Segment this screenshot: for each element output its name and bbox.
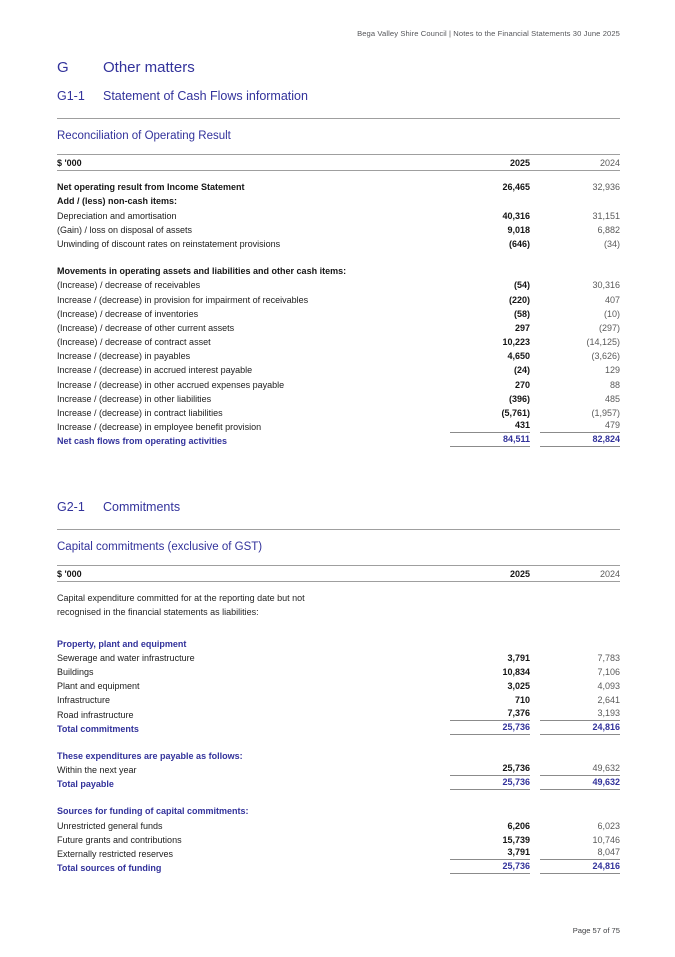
table-row xyxy=(57,179,620,193)
table-row xyxy=(57,362,620,376)
section-code: G xyxy=(57,59,69,76)
capital-table-title: Capital commitments (exclusive of GST) xyxy=(57,541,263,554)
document-header: Bega Valley Shire Council | Notes to the Financial Statements 30 June 2025 xyxy=(357,29,620,38)
row-label: Future grants and contributions xyxy=(57,834,182,845)
row-label: Net operating result from Income Statement xyxy=(57,182,245,193)
row-label: Infrastructure xyxy=(57,695,111,706)
recon-table-body xyxy=(57,171,620,447)
table-row xyxy=(57,376,620,390)
value-2025: (54) xyxy=(513,280,530,291)
value-2025: (220) xyxy=(508,294,530,305)
value-2025: 3,791 xyxy=(450,847,530,860)
recon-table-header xyxy=(57,154,620,171)
value-2024: (1,957) xyxy=(591,408,620,418)
section-title: Commitments xyxy=(103,500,181,515)
value-2024: 49,632 xyxy=(540,763,620,776)
value-2025: 6,206 xyxy=(507,820,530,831)
value-2025: 3,791 xyxy=(507,652,530,663)
value-2025: 25,736 xyxy=(450,777,530,790)
value-2025: 10,834 xyxy=(502,666,530,677)
value-2025: 297 xyxy=(514,322,530,333)
table-row xyxy=(57,291,620,305)
column-2025: 2025 xyxy=(509,568,530,579)
row-label: Increase / (decrease) in contract liabilities xyxy=(57,408,223,418)
value-2025: (396) xyxy=(508,393,530,404)
table-row xyxy=(57,832,620,846)
value-2024: 129 xyxy=(604,365,620,376)
value-2025: 710 xyxy=(514,695,530,706)
value-2024: 3,193 xyxy=(540,708,620,721)
table-row xyxy=(57,776,620,790)
recon-table-title: Reconciliation of Operating Result xyxy=(57,130,231,142)
table-row xyxy=(57,334,620,348)
row-label: (Increase) / decrease of other current assets xyxy=(57,322,235,333)
table-row xyxy=(57,678,620,692)
section-heading-g xyxy=(57,59,620,76)
page-number: Page 57 of 75 xyxy=(572,926,620,935)
value-2025: 25,736 xyxy=(450,763,530,776)
value-2024: 32,936 xyxy=(592,182,620,193)
value-2024: 8,047 xyxy=(540,847,620,860)
table-row xyxy=(57,207,620,221)
row-label: Plant and equipment xyxy=(57,681,140,692)
value-2025: 25,736 xyxy=(450,861,530,874)
value-2025: (646) xyxy=(508,238,530,249)
table-row xyxy=(57,748,620,762)
row-label: Increase / (decrease) in accrued interest payable xyxy=(57,365,253,376)
section-heading-g1-1 xyxy=(57,89,620,103)
row-label: Increase / (decrease) in other liabilities xyxy=(57,393,212,404)
value-2024: 7,106 xyxy=(597,666,620,677)
value-2024: (34) xyxy=(603,238,620,249)
table-row xyxy=(57,803,620,817)
divider xyxy=(57,529,620,530)
row-label: Increase / (decrease) in provision for impairment of receivables xyxy=(57,294,309,305)
table-row xyxy=(57,706,620,720)
value-2024: 10,746 xyxy=(592,834,620,845)
value-2024: 82,824 xyxy=(540,434,620,447)
column-2024: 2024 xyxy=(599,568,620,579)
row-label: Road infrastructure xyxy=(57,709,134,720)
value-2025: 431 xyxy=(450,420,530,433)
table-row xyxy=(57,277,620,291)
value-2025: 25,736 xyxy=(450,722,530,735)
value-2024: 485 xyxy=(604,393,620,404)
section-code: G1-1 xyxy=(57,89,85,103)
value-2024: 479 xyxy=(540,420,620,433)
table-row xyxy=(57,222,620,236)
table-row xyxy=(57,193,620,207)
row-label: Total sources of funding xyxy=(57,863,162,874)
row-label: (Increase) / decrease of contract asset xyxy=(57,337,211,348)
table-row xyxy=(57,664,620,678)
row-label: Depreciation and amortisation xyxy=(57,210,177,221)
section-title: Statement of Cash Flows information xyxy=(103,89,308,103)
value-2025: (24) xyxy=(513,365,530,376)
row-label: Sewerage and water infrastructure xyxy=(57,652,195,663)
value-2025: 84,511 xyxy=(450,434,530,447)
row-label: Unrestricted general funds xyxy=(57,820,163,831)
row-label: Increase / (decrease) in other accrued expenses payable xyxy=(57,379,285,390)
table-row xyxy=(57,635,620,649)
table-row xyxy=(57,846,620,860)
table-row xyxy=(57,348,620,362)
value-2025: 26,465 xyxy=(502,182,530,193)
capital-note-line2: recognised in the financial statements as liabilities: xyxy=(57,606,259,617)
row-label: Property, plant and equipment xyxy=(57,638,187,649)
row-label: Increase / (decrease) in employee benefit provision xyxy=(57,422,262,433)
row-label: Externally restricted reserves xyxy=(57,849,174,859)
value-2024: 49,632 xyxy=(540,777,620,790)
row-label: Buildings xyxy=(57,666,94,677)
table-row xyxy=(57,405,620,419)
value-2024: 30,316 xyxy=(592,280,620,291)
capital-table-header xyxy=(57,565,620,582)
value-2024: 6,882 xyxy=(597,224,620,235)
table-row xyxy=(57,692,620,706)
value-2025: 7,376 xyxy=(450,708,530,721)
value-2024: 7,783 xyxy=(597,652,620,663)
value-2025: 10,223 xyxy=(502,337,530,348)
value-2024: 407 xyxy=(604,294,620,305)
row-label: These expenditures are payable as follows: xyxy=(57,750,243,761)
value-2024: (297) xyxy=(598,322,620,333)
row-label: (Increase) / decrease of inventories xyxy=(57,308,199,319)
table-row xyxy=(57,419,620,433)
value-2025: 270 xyxy=(514,379,530,390)
page-content xyxy=(57,0,620,874)
table-row xyxy=(57,306,620,320)
row-label: Sources for funding of capital commitments: xyxy=(57,806,249,817)
row-label: Increase / (decrease) in payables xyxy=(57,351,191,362)
value-2024: 4,093 xyxy=(597,681,620,692)
unit-label: $ '000 xyxy=(57,157,82,168)
table-row xyxy=(57,391,620,405)
table-row xyxy=(57,650,620,664)
table-row xyxy=(57,817,620,831)
row-label: Add / (less) non-cash items: xyxy=(57,196,178,207)
section-title: Other matters xyxy=(103,59,195,76)
row-label: Unwinding of discount rates on reinstatement provisions xyxy=(57,238,281,249)
column-2025: 2025 xyxy=(509,157,530,168)
table-row xyxy=(57,860,620,874)
column-2024: 2024 xyxy=(599,157,620,168)
value-2024: 24,816 xyxy=(540,722,620,735)
row-spacer xyxy=(57,790,620,803)
row-spacer xyxy=(57,250,620,263)
value-2024: 31,151 xyxy=(592,210,620,221)
value-2025: (5,761) xyxy=(501,408,530,418)
value-2025: 40,316 xyxy=(502,210,530,221)
capital-note-line1: Capital expenditure committed for at the reporting date but not xyxy=(57,593,305,604)
value-2025: 9,018 xyxy=(507,224,530,235)
value-2024: 88 xyxy=(609,379,620,390)
value-2025: 4,650 xyxy=(507,351,530,362)
value-2024: (10) xyxy=(603,308,620,319)
table-row xyxy=(57,263,620,277)
value-2024: (14,125) xyxy=(586,337,620,348)
value-2024: (3,626) xyxy=(591,351,620,362)
divider xyxy=(57,118,620,119)
value-2024: 2,641 xyxy=(597,695,620,706)
value-2024: 24,816 xyxy=(540,861,620,874)
row-label: Within the next year xyxy=(57,765,137,776)
spacer xyxy=(57,447,620,487)
table-row xyxy=(57,236,620,250)
row-label: Total commitments xyxy=(57,723,139,734)
row-label: Total payable xyxy=(57,779,114,790)
section-code: G2-1 xyxy=(57,500,85,515)
table-row xyxy=(57,762,620,776)
capital-table-body xyxy=(57,627,620,874)
value-2025: 15,739 xyxy=(502,834,530,845)
table-row xyxy=(57,721,620,735)
row-spacer xyxy=(57,735,620,748)
capital-note xyxy=(57,592,620,627)
value-2024: 6,023 xyxy=(597,820,620,831)
row-label: (Increase) / decrease of receivables xyxy=(57,280,201,291)
table-row xyxy=(57,433,620,447)
row-label: (Gain) / loss on disposal of assets xyxy=(57,224,193,235)
unit-label: $ '000 xyxy=(57,568,82,579)
row-label: Movements in operating assets and liabilities and other cash items: xyxy=(57,266,347,277)
value-2025: 3,025 xyxy=(507,681,530,692)
row-label: Net cash flows from operating activities xyxy=(57,436,228,447)
section-heading-g2-1 xyxy=(57,500,620,514)
table-row xyxy=(57,320,620,334)
value-2025: (58) xyxy=(513,308,530,319)
